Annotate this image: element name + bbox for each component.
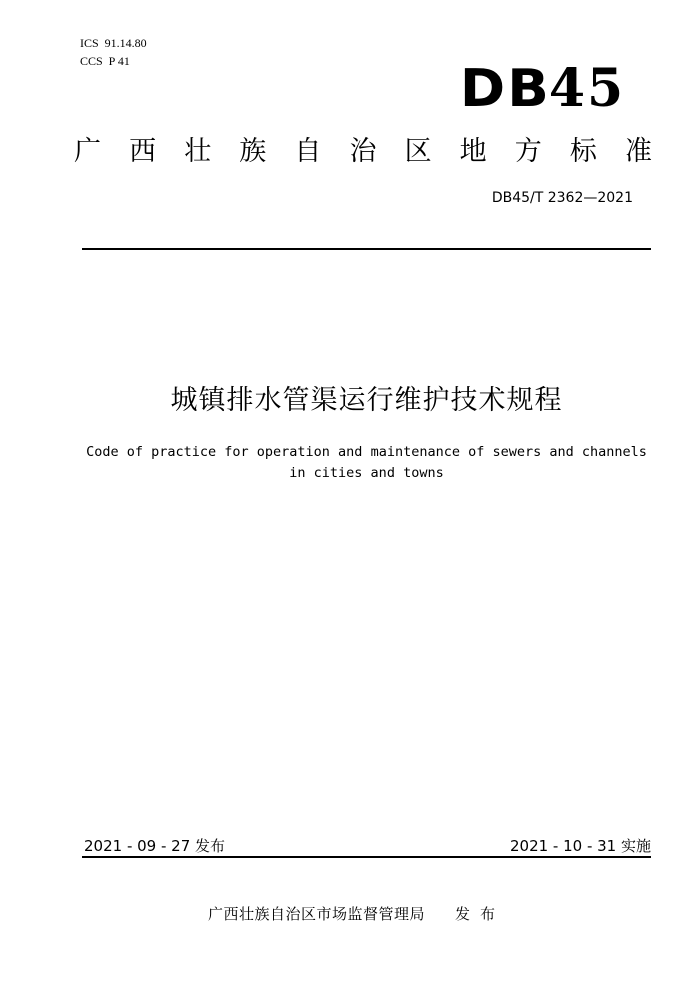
standard-type-char: 壮 — [184, 136, 212, 167]
standard-type-char: 族 — [239, 136, 267, 167]
publish-label: 发布 — [455, 905, 506, 923]
standard-type-char: 区 — [404, 136, 432, 167]
classification-block — [80, 34, 147, 70]
standard-type-char: 广 — [74, 136, 101, 167]
ics-code: ICS 91.14.80 — [80, 36, 147, 50]
issuer-line — [0, 903, 700, 924]
standard-type-char: 自 — [294, 136, 322, 167]
top-divider — [82, 248, 651, 250]
bottom-divider — [82, 856, 651, 858]
standard-type-char: 方 — [514, 136, 542, 167]
issuing-agency: 广西壮族自治区市场监督管理局 — [207, 905, 425, 923]
title-english-line: in cities and towns — [289, 465, 444, 481]
standard-type-heading — [74, 132, 652, 172]
standard-type-char: 西 — [129, 136, 157, 167]
title-english — [40, 442, 693, 484]
standard-type-char: 治 — [349, 136, 377, 167]
ccs-code: CCS P 41 — [80, 54, 130, 68]
standard-code: DB45/T 2362—2021 — [491, 190, 633, 206]
standard-type-char: 标 — [569, 136, 597, 167]
implementation-date: 2021 - 10 - 31 实施 — [509, 837, 651, 855]
logo-number: 45 — [548, 58, 626, 119]
db45-logo — [459, 58, 632, 119]
logo-prefix: DB — [459, 59, 551, 119]
release-date: 2021 - 09 - 27 发布 — [84, 837, 226, 855]
title-chinese: 城镇排水管渠运行维护技术规程 — [170, 385, 563, 416]
standard-type-char: 地 — [459, 136, 487, 167]
title-english-line: Code of practice for operation and maintenance of sewers and channels — [86, 444, 647, 460]
standard-type-char: 准 — [624, 136, 652, 167]
